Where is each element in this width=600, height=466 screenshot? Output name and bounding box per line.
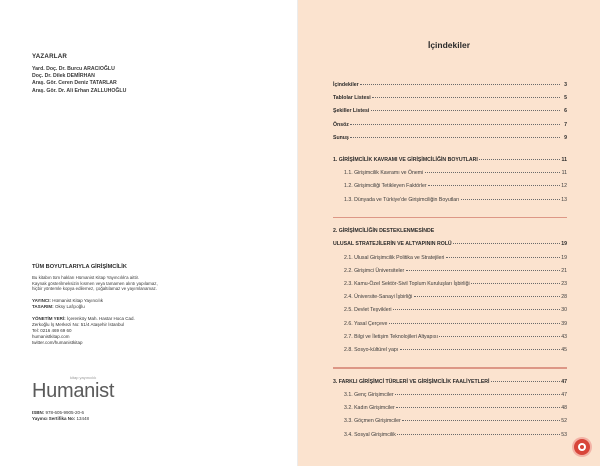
book-title-heading: TÜM BOYUTLARIYLA GİRİŞİMCİLİK xyxy=(32,264,127,270)
isbn-label: ISBN: xyxy=(32,410,45,415)
office-phone: Tel: 0216 469 69 60 xyxy=(32,327,72,333)
authors-block xyxy=(32,53,282,95)
author-line: Yard. Doç. Dr. Burcu ARACIOĞLU xyxy=(32,66,115,72)
toc-entry[interactable]: 1.2. Girişimciliği Tetikleyen Faktörler 12 xyxy=(344,183,567,190)
certificate-value: 13448 xyxy=(76,416,90,421)
toc-entry[interactable]: Önsöz 7 xyxy=(333,121,567,128)
design-label: TASARIM: xyxy=(32,303,54,309)
toc-entry[interactable]: Şekiller Listesi 6 xyxy=(333,108,567,115)
certificate-label: Yayıncı Sertifika No: xyxy=(32,416,76,421)
table-of-contents xyxy=(333,82,567,445)
toc-entry[interactable]: 3.4. Sosyal Girişimcilik 53 xyxy=(344,431,567,438)
toc-entry[interactable]: 2.8. Sosyo-kültürel yapı 45 xyxy=(344,346,567,353)
toc-section-1[interactable]: 1. GİRİŞİMCİLİK KAVRAMI VE GİRİŞİMCİLİĞİN BOYUTLARI 11 xyxy=(333,156,567,163)
rights-text: Bu kitabın tüm hakları Hümanist Kitap Yayıncılık'a aittir. xyxy=(32,275,140,280)
imprint-block xyxy=(32,264,282,346)
office-address: Zerkoğlu İş Merkezi No: 51/4 Ataşehir İstanbul xyxy=(32,321,125,327)
toc-entry[interactable]: 1.1. Girişimcilik Kavramı ve Önemi 11 xyxy=(344,170,567,177)
toc-section-2-line1[interactable]: 2. GİRİŞİMCİLİĞİN DESTEKLENMESİNDE xyxy=(333,228,435,235)
office-address: İçerenköy Mah. Hastar Hoca Cad. xyxy=(66,315,135,321)
logo-wordmark: Humanist xyxy=(32,380,115,402)
design-value: Oksy Lafçıoğlu xyxy=(54,303,85,309)
toc-section-3[interactable]: 3. FARKLI GİRİŞİMCİ TÜRLERİ VE GİRİŞİMCİLİK FAALİYETLERİ 47 xyxy=(333,378,567,385)
author-line: Doç. Dr. Dilek DEMİRHAN xyxy=(32,73,95,80)
certificate-line xyxy=(32,416,89,422)
toc-entry[interactable]: 3.2. Kadın Girişimciler 48 xyxy=(344,405,567,412)
toc-entry[interactable]: 2.1. Ulusal Girişimcilik Politika ve Stratejileri 19 xyxy=(344,254,567,261)
authors-heading: YAZARLAR xyxy=(32,53,68,60)
toc-entry[interactable]: 2.6. Yasal Çerçeve 39 xyxy=(344,320,567,327)
toc-entry[interactable]: 3.1. Genç Girişimciler 47 xyxy=(344,391,567,398)
section-separator xyxy=(333,367,567,369)
toc-entry[interactable]: İçindekiler 3 xyxy=(333,82,567,88)
toc-title: İçindekiler xyxy=(427,40,471,50)
target-icon[interactable] xyxy=(574,439,590,455)
toc-entry[interactable]: Sunuş 9 xyxy=(333,134,567,141)
rights-text: hiçbir yöntemle kopya edilemez, çoğaltılamaz ve yayımlanamaz. xyxy=(32,286,157,292)
isbn-block xyxy=(32,410,89,422)
toc-entry[interactable]: 2.3. Kamu-Özel Sektör-Sivil Toplum Kuruluşları İşbirliği 23 xyxy=(344,281,567,288)
toc-entry[interactable]: 2.4. Üniversite-Sanayi İşbirliği 28 xyxy=(344,294,567,301)
toc-entry[interactable]: 1.3. Dünyada ve Türkiye'de Girişimciliğin Boyutları 13 xyxy=(344,196,567,203)
isbn-value: 978-605-9905-20-6 xyxy=(45,410,85,415)
left-page xyxy=(0,0,298,466)
toc-section-2[interactable]: ULUSAL STRATEJİLERİN VE ALTYAPININ ROLÜ 19 xyxy=(333,241,567,248)
office-label: YÖNETİM YERİ: xyxy=(32,315,66,321)
twitter-link[interactable]: twitter.com/humanistkitap xyxy=(32,339,83,345)
author-line: Araş. Gör. Ceren Deniz TATARLAR xyxy=(32,80,117,87)
toc-entry[interactable]: 2.2. Girişimci Üniversiteler 21 xyxy=(344,267,567,274)
author-line: Araş. Gör. Dr. Ali Erhan ZALLUHOĞLU xyxy=(32,87,127,94)
publisher-logo xyxy=(32,375,115,403)
logo-subtitle: kitap yayıncılık xyxy=(70,375,97,380)
publisher-value: Hümanist Kitap Yayıncılık xyxy=(52,297,104,303)
rights-text: Kaynak gösterilmeksizin kısmen veya tamamen alıntı yapılamaz, xyxy=(32,280,158,286)
toc-entry[interactable]: 3.3. Göçmen Girişimciler 52 xyxy=(344,418,567,425)
publisher-label: YAYINCI: xyxy=(32,297,51,303)
section-separator xyxy=(333,217,567,219)
website-link[interactable]: humanistkitap.com xyxy=(32,333,70,339)
toc-entry[interactable]: 2.5. Devlet Teşvikleri 30 xyxy=(344,307,567,314)
toc-entry[interactable]: Tablolar Listesi 5 xyxy=(333,95,567,102)
toc-entry[interactable]: 2.7. Bilgi ve İletişim Teknolojileri Altyapısı 43 xyxy=(344,333,567,340)
